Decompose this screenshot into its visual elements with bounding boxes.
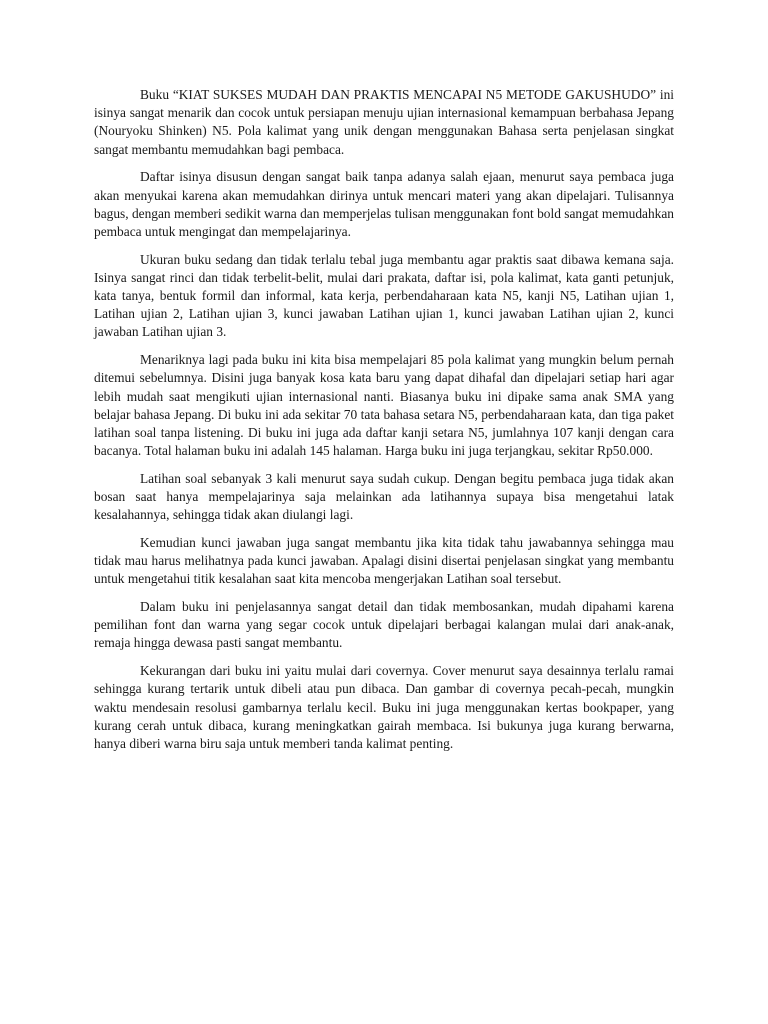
document-page <box>94 86 674 763</box>
paragraph-2: Daftar isinya disusun dengan sangat baik tanpa adanya salah ejaan, menurut saya pembaca juga akan menyukai karena akan memudahkan dirinya untuk mencari materi yang akan dipelajari. Tulisannya bagus, dengan memberi sedikit warna dan memperjelas tulisan menggunakan font bold sangat memudahkan pembaca untuk mengingat dan mempelajarinya. <box>94 169 674 239</box>
paragraph-7: Dalam buku ini penjelasannya sangat detail dan tidak membosankan, mudah dipahami karena pemilihan font dan warna yang segar cocok untuk dipelajari berbagai kalangan mulai dari anak-anak, remaja hingga dewasa pasti sangat membantu. <box>94 599 674 651</box>
paragraph-4: Menariknya lagi pada buku ini kita bisa mempelajari 85 pola kalimat yang mungkin belum pernah ditemui sebelumnya. Disini juga banyak kosa kata baru yang dapat dihafal dan dipelajari setiap hari agar lebih mudah saat mengikuti ujian internasional nanti. Biasanya buku ini dipake sama anak SMA yang belajar bahasa Jepang. Di buku ini ada sekitar 70 tata bahasa setara N5, perbendaharaan kata, dan tiga paket latihan soal tanpa listening. Di buku ini juga ada daftar kanji setara N5, jumlahnya 107 kanji dengan cara bacanya. Total halaman buku ini adalah 145 halaman. Harga buku ini juga terjangkau, sekitar Rp50.000. <box>94 352 674 459</box>
paragraph-8: Kekurangan dari buku ini yaitu mulai dari covernya. Cover menurut saya desainnya terlalu ramai sehingga kurang tertarik untuk dibeli atau pun dibaca. Dan gambar di covernya pecah-pecah, mungkin waktu mendesain resolusi gambarnya terlalu kecil. Buku ini juga menggunakan kertas bookpaper, yang kurang cerah untuk dibaca, kurang meningkatkan gairah membaca. Isi bukunya juga kurang berwarna, hanya diberi warna biru saja untuk memberi tanda kalimat penting. <box>94 663 674 751</box>
paragraph-5: Latihan soal sebanyak 3 kali menurut saya sudah cukup. Dengan begitu pembaca juga tidak akan bosan saat hanya mempelajarinya saja melainkan ada latihannya supaya bisa mengetahui latak kesalahannya, sehingga tidak akan diulangi lagi. <box>94 470 674 523</box>
paragraph-6: Kemudian kunci jawaban juga sangat membantu jika kita tidak tahu jawabannya sehingga mau tidak mau harus melihatnya pada kunci jawaban. Apalagi disini disertai penjelasan singkat yang membantu untuk mengetahui titik kesalahan saat kita mencoba mengerjakan Latihan soal tersebut. <box>94 534 674 587</box>
paragraph-3: Ukuran buku sedang dan tidak terlalu tebal juga membantu agar praktis saat dibawa kemana saja. Isinya sangat rinci dan tidak terbelit-belit, mulai dari prakata, daftar isi, pola kalimat, kata ganti petunjuk, kata tanya, bentuk formil dan informal, kata kerja, perbendaharaan kata N5, kanji N5, Latihan ujian 1, Latihan ujian 2, Latihan ujian 3, kunci jawaban Latihan ujian 1, kunci jawaban Latihan ujian 2, kunci jawaban Latihan ujian 3. <box>94 251 674 340</box>
paragraph-1: Buku “KIAT SUKSES MUDAH DAN PRAKTIS MENCAPAI N5 METODE GAKUSHUDO” ini isinya sangat menarik dan cocok untuk persiapan menuju ujian internasional kemampuan berbahasa Jepang (Nouryoku Shinken) N5. Pola kalimat yang unik dengan menggunakan Bahasa serta penjelasan singkat sangat membantu memudahkan bagi pembaca. <box>94 87 674 157</box>
